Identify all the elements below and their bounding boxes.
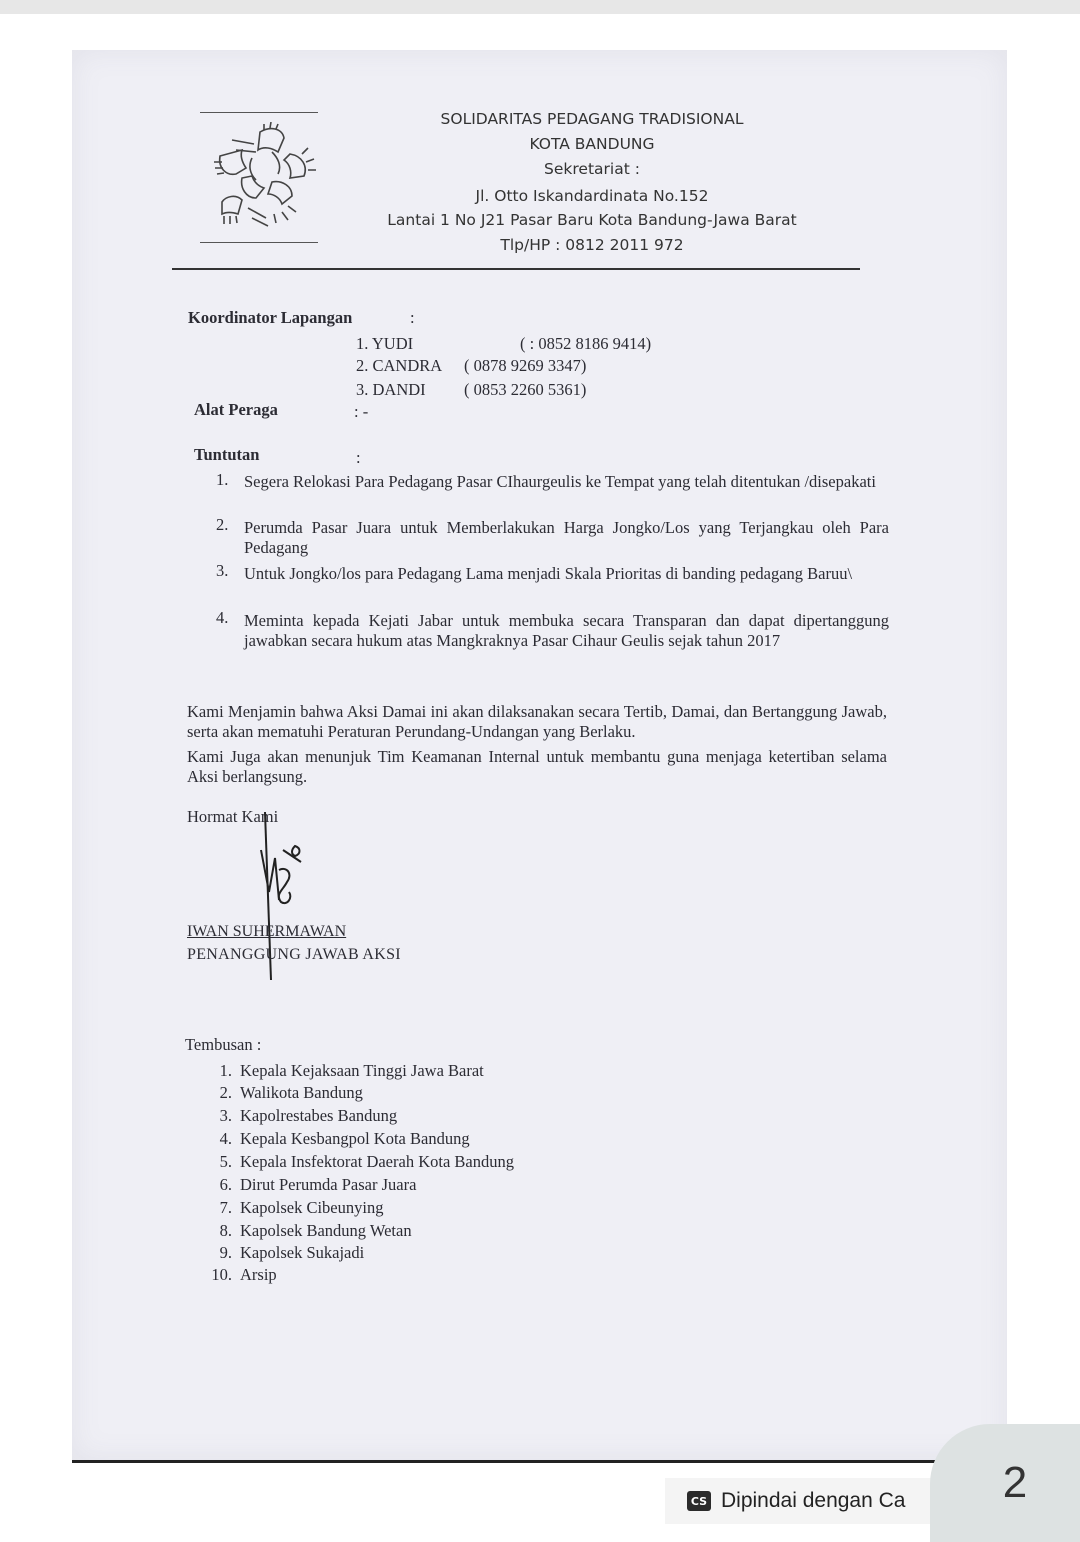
- header-rule-bottom: [200, 242, 318, 243]
- tuntutan-label: Tuntutan: [194, 445, 260, 464]
- tembusan-num-9: 9.: [219, 1243, 232, 1262]
- tuntutan-item-4: Meminta kepada Kejati Jabar untuk membuka secara Transparan dan dapat dipertanggung jawabkan secara hukum atas Mangkraknya Pasar Cihaur Geulis sejak tahun 2017: [244, 611, 889, 650]
- tuntutan-num-3: 3.: [216, 561, 229, 580]
- scanner-label: Dipindai dengan Ca: [721, 1489, 906, 1512]
- tembusan-item-9: Kapolsek Sukajadi: [240, 1243, 365, 1262]
- koordinator-label: Koordinator Lapangan: [188, 308, 353, 327]
- coordinator-phone-1: ( : 0852 8186 9414): [520, 334, 652, 353]
- koordinator-colon: :: [410, 308, 415, 327]
- signer-name: IWAN SUHERMAWAN: [187, 923, 347, 940]
- tuntutan-num-1: 1.: [216, 470, 229, 489]
- page-number-badge: [930, 1424, 1080, 1542]
- coordinator-name-2: 2. CANDRA: [356, 356, 443, 375]
- letterhead-divider: [172, 268, 860, 270]
- tembusan-label: Tembusan :: [185, 1035, 262, 1054]
- signer-title: PENANGGUNG JAWAB AKSI: [187, 946, 401, 963]
- tembusan-num-2: 2.: [219, 1083, 232, 1102]
- tembusan-item-7: Kapolsek Cibeunying: [240, 1198, 384, 1217]
- header-rule-top: [200, 112, 318, 113]
- coordinator-phone-2: ( 0878 9269 3347): [464, 356, 587, 375]
- assurance-paragraph: Kami Menjamin bahwa Aksi Damai ini akan dilaksanakan secara Tertib, Damai, dan Bertanggung Jawab, serta akan mematuhi Peraturan Perundang-Undangan yang Berlaku.: [187, 702, 887, 741]
- alat-peraga-value: : -: [354, 402, 369, 421]
- tembusan-item-10: Arsip: [240, 1265, 277, 1284]
- tembusan-item-1: Kepala Kejaksaan Tinggi Jawa Barat: [240, 1061, 484, 1080]
- tuntutan-colon: :: [356, 448, 361, 467]
- tembusan-item-6: Dirut Perumda Pasar Juara: [240, 1175, 417, 1194]
- org-city: KOTA BANDUNG: [529, 135, 655, 153]
- secretariat-label: Sekretariat :: [544, 160, 640, 178]
- tembusan-item-3: Kapolrestabes Bandung: [240, 1106, 398, 1125]
- org-name: SOLIDARITAS PEDAGANG TRADISIONAL: [440, 110, 744, 128]
- tembusan-item-2: Walikota Bandung: [240, 1083, 363, 1102]
- tembusan-num-1: 1.: [219, 1061, 232, 1080]
- top-bar: [0, 0, 1080, 14]
- hands-logo-icon: [212, 122, 317, 237]
- tembusan-num-8: 8.: [219, 1221, 232, 1240]
- camscanner-icon: CS: [687, 1491, 711, 1511]
- tuntutan-num-4: 4.: [216, 608, 229, 627]
- alat-peraga-label: Alat Peraga: [194, 400, 278, 419]
- tembusan-num-5: 5.: [219, 1152, 232, 1171]
- tuntutan-item-2: Perumda Pasar Juara untuk Memberlakukan Harga Jongko/Los yang Terjangkau oleh Para Pedagang: [244, 518, 889, 557]
- tembusan-num-6: 6.: [219, 1175, 232, 1194]
- tuntutan-num-2: 2.: [216, 515, 229, 534]
- page-number: 2: [1002, 1458, 1028, 1507]
- tembusan-num-7: 7.: [219, 1198, 232, 1217]
- tembusan-item-4: Kepala Kesbangpol Kota Bandung: [240, 1129, 470, 1148]
- tembusan-num-10: 10.: [211, 1265, 232, 1284]
- address-line1: Jl. Otto Iskandardinata No.152: [475, 187, 709, 205]
- coordinator-name-1: 1. YUDI: [356, 334, 414, 353]
- tembusan-item-8: Kapolsek Bandung Wetan: [240, 1221, 412, 1240]
- scanner-watermark: [665, 1478, 935, 1524]
- tembusan-num-3: 3.: [219, 1106, 232, 1125]
- tuntutan-item-1: Segera Relokasi Para Pedagang Pasar CIhaurgeulis ke Tempat yang telah ditentukan /disepakati: [244, 472, 876, 491]
- phone-line: Tlp/HP : 0812 2011 972: [500, 236, 684, 254]
- closing-text: Hormat Kami: [187, 807, 279, 826]
- document-page: [72, 50, 1007, 1463]
- address-line2: Lantai 1 No J21 Pasar Baru Kota Bandung-Jawa Barat: [387, 211, 797, 229]
- tembusan-num-4: 4.: [219, 1129, 232, 1148]
- tuntutan-item-3: Untuk Jongko/los para Pedagang Lama menjadi Skala Prioritas di banding pedagang Baruu\: [244, 564, 853, 583]
- coordinator-name-3: 3. DANDI: [356, 380, 426, 399]
- tembusan-item-5: Kepala Insfektorat Daerah Kota Bandung: [240, 1152, 514, 1171]
- security-paragraph: Kami Juga akan menunjuk Tim Keamanan Internal untuk membantu guna menjaga ketertiban selama Aksi berlangsung.: [187, 747, 887, 786]
- coordinator-phone-3: ( 0853 2260 5361): [464, 380, 587, 399]
